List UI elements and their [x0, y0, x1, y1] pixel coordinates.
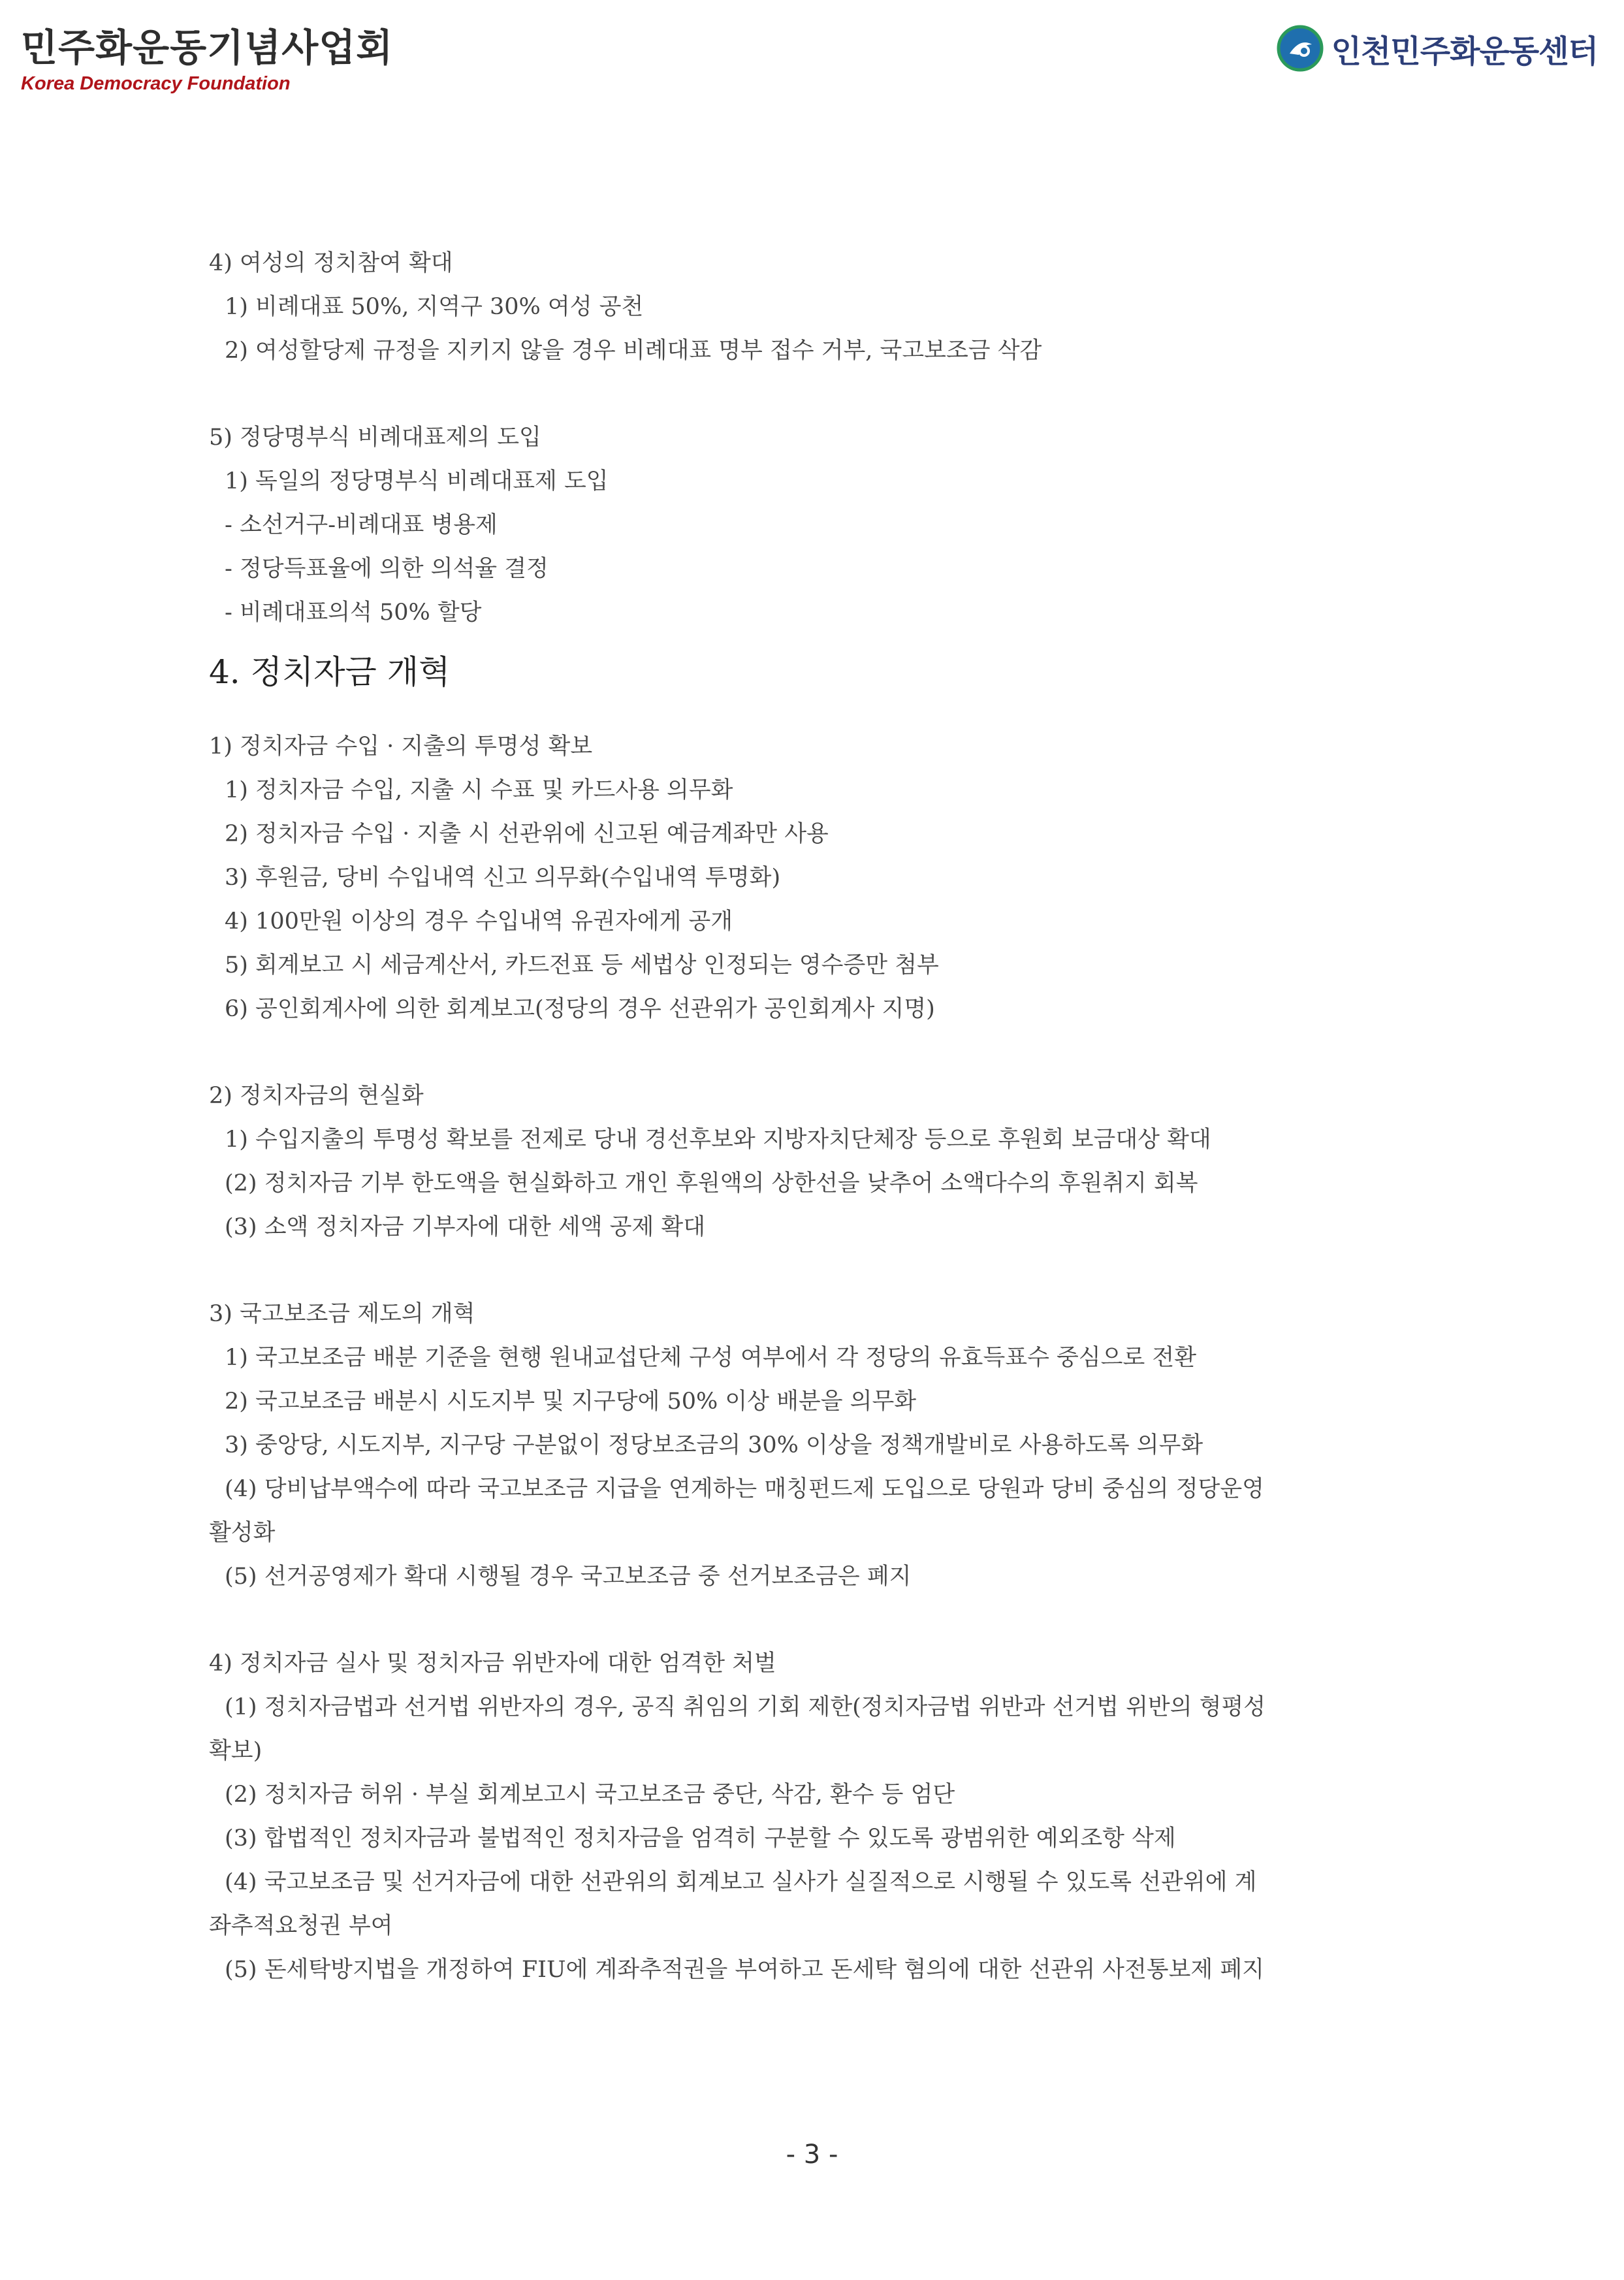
list-item: 3) 후원금, 당비 수입내역 신고 의무화(수입내역 투명화) [225, 865, 781, 891]
list-item: 2) 정치자금 수입 · 지출 시 선관위에 신고된 예금계좌만 사용 [225, 821, 829, 847]
section-heading: 1) 정치자금 수입 · 지출의 투명성 확보 [209, 733, 593, 760]
list-item: (2) 정치자금 허위 · 부실 회계보고시 국고보조금 중단, 삭감, 환수 등 엄단 [225, 1782, 955, 1808]
list-item: (5) 선거공영제가 확대 시행될 경우 국고보조금 중 선거보조금은 폐지 [225, 1564, 912, 1590]
list-item: 1) 비례대표 50%, 지역구 30% 여성 공천 [225, 294, 644, 320]
chapter-title: 4. 정치자금 개혁 [209, 653, 451, 691]
document-body [209, 242, 1391, 1992]
list-item: 1) 국고보조금 배분 기준을 현행 원내교섭단체 구성 여부에서 각 정당의 유효득표수 중심으로 전환 [225, 1345, 1197, 1371]
list-item: 1) 정치자금 수입, 지출 시 수표 및 카드사용 의무화 [225, 777, 733, 803]
list-item: (5) 돈세탁방지법을 개정하여 FIU에 계좌추적권을 부여하고 돈세탁 혐의에 대한 선관위 사전통보제 폐지 [225, 1957, 1264, 1983]
list-item-continuation: 활성화 [209, 1520, 276, 1546]
center-logo [1277, 25, 1598, 72]
list-item: 2) 국고보조금 배분시 시도지부 및 지구당에 50% 이상 배분을 의무화 [225, 1389, 917, 1415]
list-item: 2) 여성할당제 규정을 지키지 않을 경우 비례대표 명부 접수 거부, 국고보조금 삭감 [225, 338, 1042, 364]
page-number: - 3 - [786, 2140, 838, 2170]
list-item: (3) 합법적인 정치자금과 불법적인 정치자금을 엄격히 구분할 수 있도록 광범위한 예외조항 삭제 [225, 1825, 1176, 1852]
foundation-name-en: Korea Democracy Foundation [21, 73, 291, 94]
list-item: (2) 정치자금 기부 한도액을 현실화하고 개인 후원액의 상한선을 낮추어 소액다수의 후원취지 회복 [225, 1170, 1198, 1196]
section-heading: 5) 정당명부식 비례대표제의 도입 [209, 425, 541, 451]
list-item: - 비례대표의석 50% 할당 [225, 600, 482, 626]
list-item: (4) 당비납부액수에 따라 국고보조금 지급을 연계하는 매칭펀드제 도입으로 당원과 당비 중심의 정당운영 [225, 1476, 1264, 1502]
list-item-continuation: 확보) [209, 1738, 263, 1764]
center-emblem-icon [1277, 25, 1324, 72]
section-heading: 3) 국고보조금 제도의 개혁 [209, 1301, 475, 1327]
section-heading: 4) 여성의 정치참여 확대 [209, 250, 453, 276]
list-item: (4) 국고보조금 및 선거자금에 대한 선관위의 회계보고 실사가 실질적으로 시행될 수 있도록 선관위에 계 [225, 1869, 1257, 1895]
section-heading: 4) 정치자금 실사 및 정치자금 위반자에 대한 엄격한 처벌 [209, 1650, 776, 1677]
list-item: 4) 100만원 이상의 경우 수입내역 유권자에게 공개 [225, 908, 733, 935]
section-heading: 2) 정치자금의 현실화 [209, 1083, 424, 1109]
list-item-continuation: 좌추적요청권 부여 [209, 1913, 393, 1939]
list-item: - 소선거구-비례대표 병용제 [225, 512, 498, 538]
list-item: (3) 소액 정치자금 기부자에 대한 세액 공제 확대 [225, 1214, 706, 1240]
list-item: (1) 정치자금법과 선거법 위반자의 경우, 공직 취임의 기회 제한(정치자금법 위반과 선거법 위반의 형평성 [225, 1694, 1266, 1720]
list-item: 1) 독일의 정당명부식 비례대표제 도입 [225, 468, 609, 494]
list-item: 6) 공인회계사에 의한 회계보고(정당의 경우 선관위가 공인회계사 지명) [225, 996, 935, 1022]
list-item: 3) 중앙당, 시도지부, 지구당 구분없이 정당보조금의 30% 이상을 정책개발비로 사용하도록 의무화 [225, 1432, 1203, 1458]
foundation-name-ko: 민주화운동기념사업회 [21, 25, 394, 70]
center-name: 인천민주화운동센터 [1331, 33, 1598, 70]
list-item: 1) 수입지출의 투명성 확보를 전제로 당내 경선후보와 지방자치단체장 등으로 후원회 보금대상 확대 [225, 1127, 1211, 1153]
foundation-logo [21, 26, 393, 95]
list-item: - 정당득표율에 의한 의석율 결정 [225, 556, 549, 582]
list-item: 5) 회계보고 시 세금계산서, 카드전표 등 세법상 인정되는 영수증만 첨부 [225, 952, 939, 978]
